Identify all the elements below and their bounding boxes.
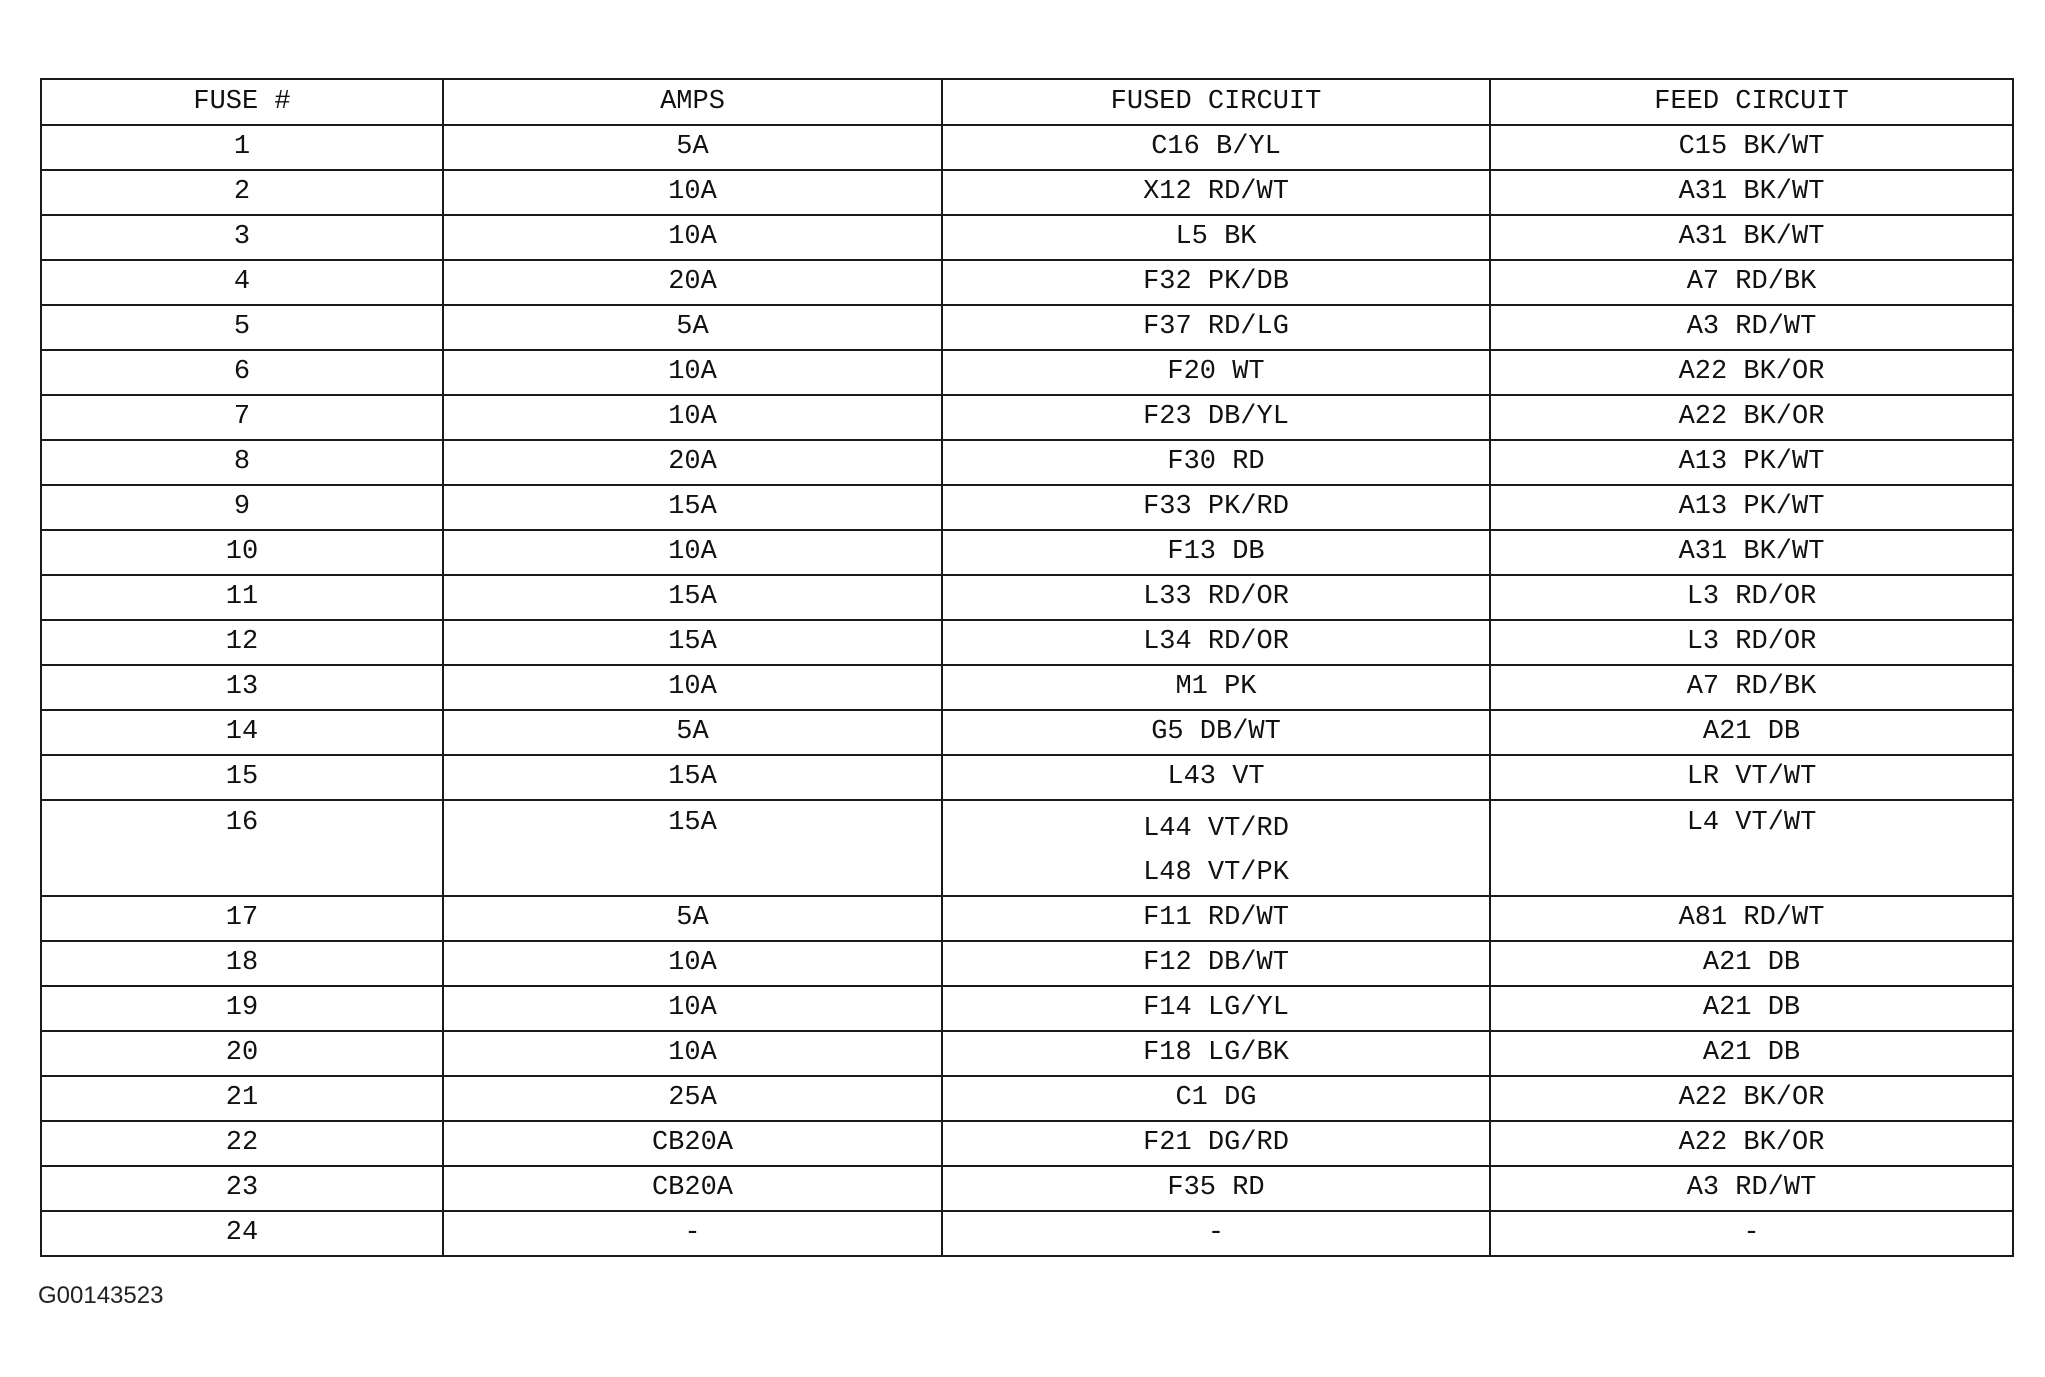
header-feed-circuit: FEED CIRCUIT bbox=[1490, 79, 2013, 125]
table-row bbox=[41, 215, 2013, 260]
fused-circuit-line: F33 PK/RD bbox=[1143, 492, 1289, 523]
fused-circuit-line: G5 DB/WT bbox=[1151, 717, 1281, 748]
cell-amps: 5A bbox=[443, 305, 942, 350]
fused-circuit-line: F14 LG/YL bbox=[1143, 993, 1289, 1024]
cell-amps: 10A bbox=[443, 530, 942, 575]
cell-fused-circuit bbox=[942, 800, 1490, 896]
cell-feed-circuit: A3 RD/WT bbox=[1490, 305, 2013, 350]
cell-amps: 5A bbox=[443, 125, 942, 170]
cell-fuse-number: 5 bbox=[41, 305, 443, 350]
cell-feed-circuit: A21 DB bbox=[1490, 941, 2013, 986]
cell-feed-circuit: L4 VT/WT bbox=[1490, 800, 2013, 896]
cell-amps: 20A bbox=[443, 260, 942, 305]
table-row bbox=[41, 665, 2013, 710]
cell-fuse-number: 20 bbox=[41, 1031, 443, 1076]
cell-fused-circuit bbox=[942, 395, 1490, 440]
cell-fuse-number: 4 bbox=[41, 260, 443, 305]
fused-circuit-line: L5 BK bbox=[1175, 222, 1257, 253]
cell-fuse-number: 13 bbox=[41, 665, 443, 710]
cell-amps: - bbox=[443, 1211, 942, 1256]
cell-amps: 15A bbox=[443, 485, 942, 530]
cell-fuse-number: 16 bbox=[41, 800, 443, 896]
cell-feed-circuit: A21 DB bbox=[1490, 986, 2013, 1031]
fused-circuit-line: F35 RD bbox=[1167, 1173, 1265, 1204]
cell-amps: 20A bbox=[443, 440, 942, 485]
table-row bbox=[41, 395, 2013, 440]
cell-fuse-number: 1 bbox=[41, 125, 443, 170]
cell-fuse-number: 2 bbox=[41, 170, 443, 215]
fused-circuit-line: L34 RD/OR bbox=[1143, 627, 1289, 658]
cell-fuse-number: 10 bbox=[41, 530, 443, 575]
cell-fused-circuit bbox=[942, 485, 1490, 530]
fused-circuit-line: F32 PK/DB bbox=[1143, 267, 1289, 298]
cell-fuse-number: 9 bbox=[41, 485, 443, 530]
cell-feed-circuit: C15 BK/WT bbox=[1490, 125, 2013, 170]
cell-amps: CB20A bbox=[443, 1166, 942, 1211]
fused-circuit-line: - bbox=[1207, 1218, 1225, 1249]
cell-fuse-number: 23 bbox=[41, 1166, 443, 1211]
table-row bbox=[41, 440, 2013, 485]
fused-circuit-line: L43 VT bbox=[1167, 762, 1265, 793]
cell-amps: 10A bbox=[443, 1031, 942, 1076]
cell-fused-circuit bbox=[942, 755, 1490, 800]
fused-circuit-line: L48 VT/PK bbox=[1143, 858, 1289, 888]
fused-circuit-line: F12 DB/WT bbox=[1143, 948, 1289, 979]
cell-amps: CB20A bbox=[443, 1121, 942, 1166]
cell-fused-circuit bbox=[942, 575, 1490, 620]
cell-amps: 5A bbox=[443, 896, 942, 941]
cell-amps: 10A bbox=[443, 665, 942, 710]
cell-fused-circuit bbox=[942, 1031, 1490, 1076]
cell-fused-circuit bbox=[942, 125, 1490, 170]
cell-amps: 5A bbox=[443, 710, 942, 755]
cell-feed-circuit: A31 BK/WT bbox=[1490, 530, 2013, 575]
cell-fused-circuit bbox=[942, 1121, 1490, 1166]
cell-fuse-number: 17 bbox=[41, 896, 443, 941]
fused-circuit-line: F23 DB/YL bbox=[1143, 402, 1289, 433]
cell-amps: 15A bbox=[443, 620, 942, 665]
header-fuse: FUSE # bbox=[41, 79, 443, 125]
figure-id: G00143523 bbox=[38, 1282, 164, 1309]
table-row bbox=[41, 170, 2013, 215]
table-row bbox=[41, 305, 2013, 350]
table-row bbox=[41, 941, 2013, 986]
table-row bbox=[41, 1211, 2013, 1256]
cell-fused-circuit bbox=[942, 1211, 1490, 1256]
table-row bbox=[41, 530, 2013, 575]
cell-fuse-number: 15 bbox=[41, 755, 443, 800]
cell-fused-circuit bbox=[942, 710, 1490, 755]
cell-feed-circuit: A31 BK/WT bbox=[1490, 170, 2013, 215]
cell-fuse-number: 24 bbox=[41, 1211, 443, 1256]
fused-circuit-line: L33 RD/OR bbox=[1143, 582, 1289, 613]
fused-circuit-line: X12 RD/WT bbox=[1143, 177, 1289, 208]
table-row bbox=[41, 896, 2013, 941]
table-row bbox=[41, 800, 2013, 896]
cell-amps: 15A bbox=[443, 800, 942, 896]
table-row bbox=[41, 1166, 2013, 1211]
cell-feed-circuit: A22 BK/OR bbox=[1490, 395, 2013, 440]
cell-feed-circuit: A22 BK/OR bbox=[1490, 350, 2013, 395]
cell-feed-circuit: A3 RD/WT bbox=[1490, 1166, 2013, 1211]
cell-feed-circuit: A21 DB bbox=[1490, 710, 2013, 755]
fused-circuit-line: F37 RD/LG bbox=[1143, 312, 1289, 343]
cell-amps: 25A bbox=[443, 1076, 942, 1121]
cell-fuse-number: 6 bbox=[41, 350, 443, 395]
cell-fuse-number: 18 bbox=[41, 941, 443, 986]
table-row bbox=[41, 485, 2013, 530]
cell-feed-circuit: A21 DB bbox=[1490, 1031, 2013, 1076]
cell-fused-circuit bbox=[942, 350, 1490, 395]
table-row bbox=[41, 1076, 2013, 1121]
table-row bbox=[41, 1031, 2013, 1076]
cell-fuse-number: 11 bbox=[41, 575, 443, 620]
cell-fused-circuit bbox=[942, 1076, 1490, 1121]
cell-amps: 15A bbox=[443, 755, 942, 800]
fused-circuit-line: M1 PK bbox=[1175, 672, 1257, 703]
cell-feed-circuit: A7 RD/BK bbox=[1490, 665, 2013, 710]
fused-circuit-line: C16 B/YL bbox=[1151, 132, 1281, 163]
table-body bbox=[41, 125, 2013, 1256]
header-row bbox=[41, 79, 2013, 125]
table-row bbox=[41, 710, 2013, 755]
cell-feed-circuit: A31 BK/WT bbox=[1490, 215, 2013, 260]
table-row bbox=[41, 260, 2013, 305]
cell-feed-circuit: A81 RD/WT bbox=[1490, 896, 2013, 941]
cell-feed-circuit: - bbox=[1490, 1211, 2013, 1256]
cell-fused-circuit bbox=[942, 665, 1490, 710]
fused-circuit-line: C1 DG bbox=[1175, 1083, 1257, 1114]
cell-fuse-number: 22 bbox=[41, 1121, 443, 1166]
fused-circuit-line: F11 RD/WT bbox=[1143, 903, 1289, 934]
fused-circuit-line: F30 RD bbox=[1167, 447, 1265, 478]
cell-fuse-number: 3 bbox=[41, 215, 443, 260]
fused-circuit-line: L44 VT/RD bbox=[1143, 814, 1289, 844]
cell-fuse-number: 12 bbox=[41, 620, 443, 665]
cell-fused-circuit bbox=[942, 1166, 1490, 1211]
table-row bbox=[41, 620, 2013, 665]
table-row bbox=[41, 755, 2013, 800]
cell-fused-circuit bbox=[942, 260, 1490, 305]
table-row bbox=[41, 575, 2013, 620]
cell-fused-circuit bbox=[942, 896, 1490, 941]
table-row bbox=[41, 1121, 2013, 1166]
cell-feed-circuit: A7 RD/BK bbox=[1490, 260, 2013, 305]
cell-feed-circuit: A22 BK/OR bbox=[1490, 1121, 2013, 1166]
cell-fuse-number: 14 bbox=[41, 710, 443, 755]
cell-amps: 10A bbox=[443, 215, 942, 260]
cell-amps: 15A bbox=[443, 575, 942, 620]
cell-fuse-number: 21 bbox=[41, 1076, 443, 1121]
cell-feed-circuit: A22 BK/OR bbox=[1490, 1076, 2013, 1121]
cell-amps: 10A bbox=[443, 350, 942, 395]
cell-feed-circuit: L3 RD/OR bbox=[1490, 575, 2013, 620]
cell-feed-circuit: A13 PK/WT bbox=[1490, 485, 2013, 530]
fused-circuit-line: F21 DG/RD bbox=[1143, 1128, 1289, 1159]
cell-fused-circuit bbox=[942, 170, 1490, 215]
cell-feed-circuit: L3 RD/OR bbox=[1490, 620, 2013, 665]
cell-fuse-number: 7 bbox=[41, 395, 443, 440]
fused-circuit-line: F18 LG/BK bbox=[1143, 1038, 1289, 1069]
cell-fuse-number: 8 bbox=[41, 440, 443, 485]
cell-amps: 10A bbox=[443, 395, 942, 440]
cell-feed-circuit: LR VT/WT bbox=[1490, 755, 2013, 800]
cell-fused-circuit bbox=[942, 941, 1490, 986]
table-row bbox=[41, 125, 2013, 170]
cell-fused-circuit bbox=[942, 986, 1490, 1031]
cell-amps: 10A bbox=[443, 941, 942, 986]
fuse-table bbox=[40, 78, 2014, 1257]
cell-fused-circuit bbox=[942, 305, 1490, 350]
cell-fused-circuit bbox=[942, 620, 1490, 665]
fused-circuit-line: F20 WT bbox=[1167, 357, 1265, 388]
cell-amps: 10A bbox=[443, 986, 942, 1031]
cell-fused-circuit bbox=[942, 530, 1490, 575]
cell-feed-circuit: A13 PK/WT bbox=[1490, 440, 2013, 485]
cell-fused-circuit bbox=[942, 440, 1490, 485]
header-amps: AMPS bbox=[443, 79, 942, 125]
cell-amps: 10A bbox=[443, 170, 942, 215]
cell-fuse-number: 19 bbox=[41, 986, 443, 1031]
table-row bbox=[41, 986, 2013, 1031]
table-row bbox=[41, 350, 2013, 395]
fused-circuit-line: F13 DB bbox=[1167, 537, 1265, 568]
cell-fused-circuit bbox=[942, 215, 1490, 260]
header-fused-circuit: FUSED CIRCUIT bbox=[942, 79, 1490, 125]
